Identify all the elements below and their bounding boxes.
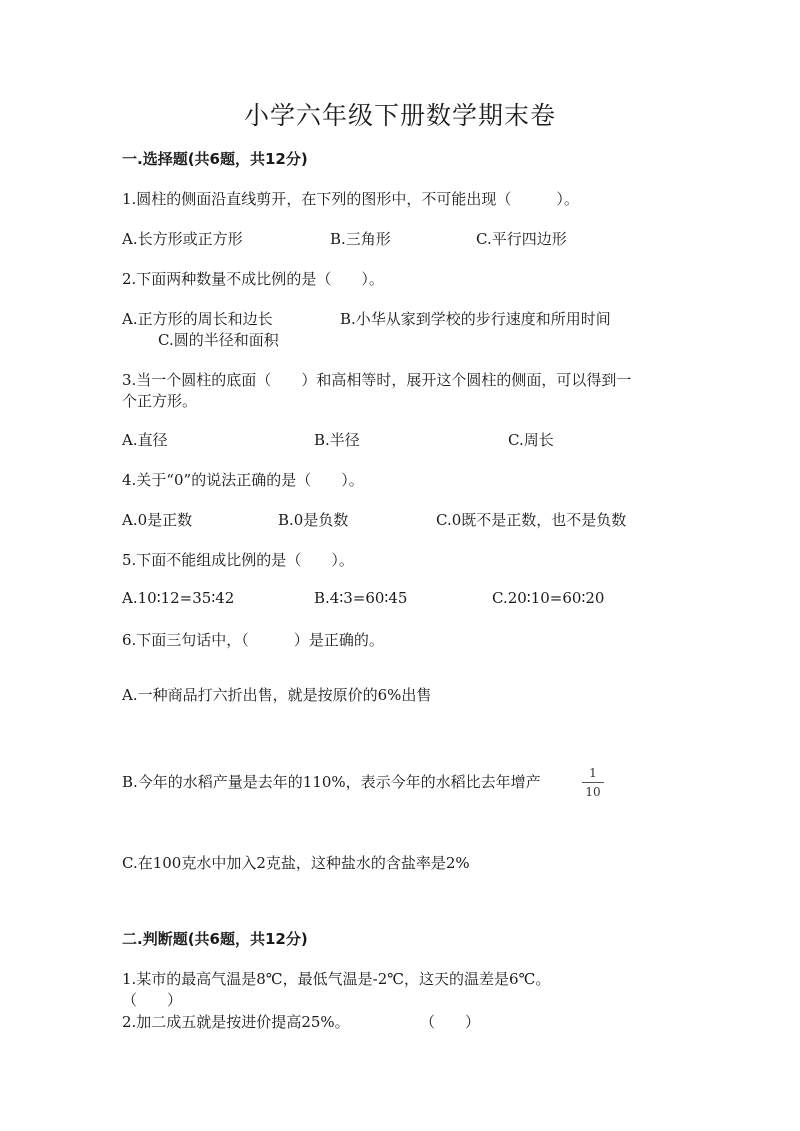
judge-2-stem: 2.加二成五就是按进价提高25%。	[122, 1013, 350, 1031]
question-5-stem: 5.下面不能组成比例的是（ ）。	[122, 551, 354, 569]
judge-1-stem: 1.某市的最高气温是8℃，最低气温是-2℃，这天的温差是6℃。	[122, 970, 551, 988]
question-5-option-b: B.4∶3=60∶45	[314, 589, 408, 607]
question-3-stem-line-1: 3.当一个圆柱的底面（ ）和高相等时，展开这个圆柱的侧面，可以得到一	[122, 371, 632, 389]
question-4-option-a: A.0是正数	[122, 511, 193, 529]
question-1-option-b: B.三角形	[330, 230, 391, 248]
question-1-stem: 1.圆柱的侧面沿直线剪开，在下列的图形中，不可能出现（ ）。	[122, 190, 579, 208]
page-title: 小学六年级下册数学期末卷	[243, 101, 556, 130]
question-4-option-b: B.0是负数	[278, 511, 349, 529]
question-6-option-b: B.今年的水稻产量是去年的110%，表示今年的水稻比去年增产	[122, 773, 541, 791]
question-3-option-c: C.周长	[508, 431, 554, 449]
question-5-option-a: A.10∶12=35∶42	[122, 589, 235, 607]
fraction-denominator: 10	[585, 785, 601, 799]
question-3-option-b: B.半径	[314, 431, 360, 449]
question-2-option-c: C.圆的半径和面积	[158, 331, 279, 349]
question-6-option-c: C.在100克水中加入2克盐，这种盐水的含盐率是2%	[122, 854, 470, 872]
question-2-option-a: A.正方形的周长和边长	[122, 310, 273, 328]
question-3-stem-line-2: 个正方形。	[122, 392, 198, 410]
question-4-stem: 4.关于“0”的说法正确的是（ ）。	[122, 471, 364, 489]
fraction-one-tenth	[582, 766, 604, 799]
question-6-option-a: A.一种商品打六折出售，就是按原价的6%出售	[122, 686, 432, 704]
question-1-option-c: C.平行四边形	[476, 230, 567, 248]
question-4-option-c: C.0既不是正数，也不是负数	[436, 511, 627, 529]
question-5-option-c: C.20∶10=60∶20	[492, 589, 605, 607]
section-1-heading: 一.选择题(共6题，共12分)	[122, 150, 308, 168]
question-2-stem: 2.下面两种数量不成比例的是（ ）。	[122, 270, 384, 288]
question-1-option-a: A.长方形或正方形	[122, 230, 243, 248]
fraction-bar	[582, 782, 604, 783]
question-2-option-b: B.小华从家到学校的步行速度和所用时间	[340, 310, 611, 328]
question-6-stem: 6.下面三句话中，（ ）是正确的。	[122, 631, 384, 649]
question-3-option-a: A.直径	[122, 431, 168, 449]
judge-2-blank: （ ）	[420, 1013, 481, 1031]
fraction-numerator: 1	[589, 766, 597, 780]
judge-1-blank: （ ）	[122, 991, 183, 1009]
section-2-heading: 二.判断题(共6题，共12分)	[122, 930, 308, 948]
